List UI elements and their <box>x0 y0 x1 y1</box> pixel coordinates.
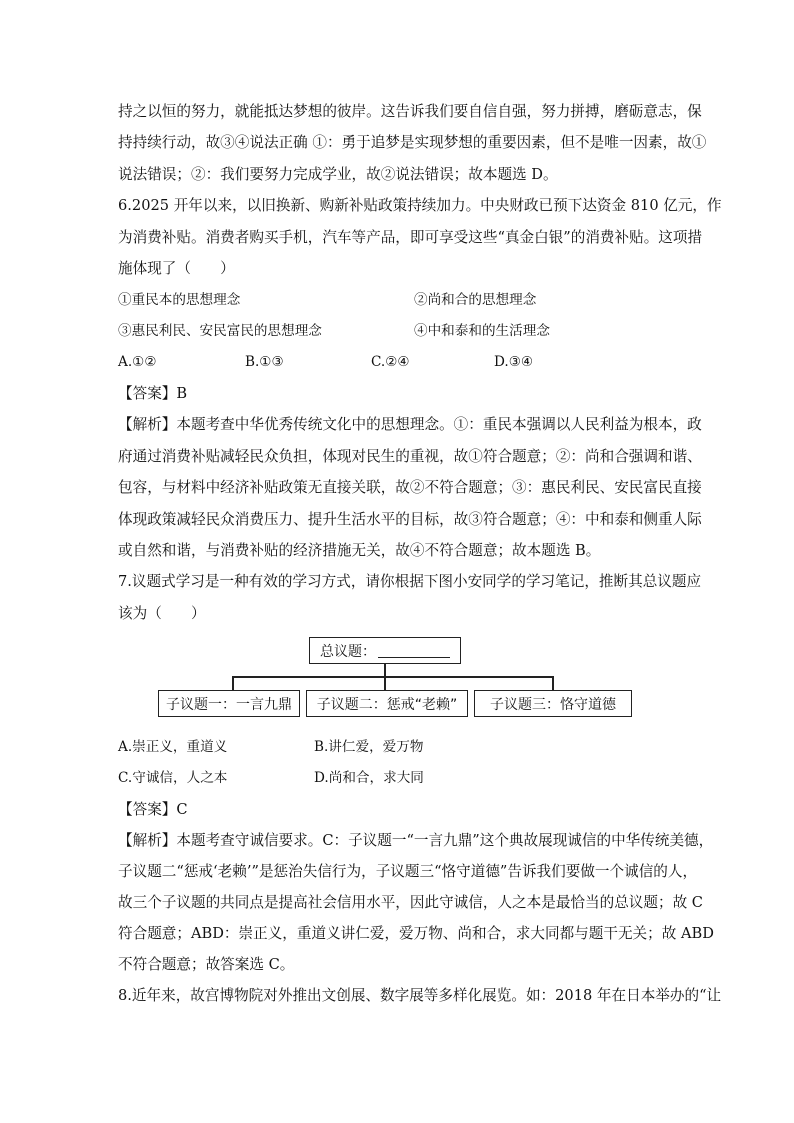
connector-line <box>552 676 554 690</box>
statement-3: ③惠民利民、安民富民的思想理念 <box>118 323 322 339</box>
analysis-line: 【解析】本题考查中华优秀传统文化中的思想理念。①：重民本强调以人民利益为根本，政 <box>118 416 702 433</box>
option-c: C.守诚信，人之本 <box>118 770 228 786</box>
connector-line <box>384 676 386 690</box>
question-7-stem: 该为（ ） <box>118 605 206 622</box>
blank-line <box>378 643 450 658</box>
option-d: D.③④ <box>494 354 534 370</box>
statement-4: ④中和泰和的生活理念 <box>414 323 550 339</box>
analysis-line: 子议题二“惩戒‘老赖’”是惩治失信行为，子议题三“恪守道德”告诉我们要做一个诚信的人， <box>118 863 698 880</box>
option-a: A.崇正义，重道义 <box>118 739 228 755</box>
answer-line: 【答案】C <box>118 801 188 818</box>
text-line: 持持续行动，故③④说法正确 ①：勇于追梦是实现梦想的重要因素，但不是唯一因素，故① <box>118 134 707 151</box>
option-a: A.①② <box>118 354 157 370</box>
analysis-line: 故三个子议题的共同点是提高社会信用水平，因此守诚信，人之本是最恰当的总议题；故 C <box>118 894 703 911</box>
analysis-line: 体现政策减轻民众消费压力、提升生活水平的目标，故③符合题意；④：中和泰和侧重人际 <box>118 511 702 528</box>
question-6-stem: 6.2025 开年以来，以旧换新、购新补贴政策持续加力。中央财政已预下达资金 810 亿元，作 <box>118 197 722 214</box>
connector-line <box>232 676 234 690</box>
analysis-line: 【解析】本题考查守诚信要求。C：子议题一“一言九鼎”这个典故展现诚信的中华传统美德， <box>118 832 714 849</box>
sub-topic-1-label: 子议题一：一言九鼎 <box>166 696 292 713</box>
text-line: 持之以恒的努力，就能抵达梦想的彼岸。这告诉我们要自信自强，努力拼搏，磨砺意志，保 <box>118 103 702 120</box>
text-line: 说法错误；②：我们要努力完成学业，故②说法错误；故本题选 D。 <box>118 166 558 183</box>
connector-line <box>232 676 553 678</box>
option-c: C.②④ <box>371 354 410 370</box>
analysis-line: 包容，与材料中经济补贴政策无直接关联，故②不符合题意；③：惠民利民、安民富民直接 <box>118 479 702 496</box>
question-8-stem: 8.近年来，故宫博物院对外推出文创展、数字展等多样化展览。如：2018 年在日本举办的“让 <box>118 987 722 1004</box>
sub-topic-3-box <box>474 690 632 717</box>
question-7-stem: 7.议题式学习是一种有效的学习方式，请你根据下图小安同学的学习笔记，推断其总议题应 <box>118 573 702 590</box>
statement-1: ①重民本的思想理念 <box>118 292 241 308</box>
option-b: B.①③ <box>245 354 284 370</box>
analysis-line: 或自然和谐，与消费补贴的经济措施无关，故④不符合题意；故本题选 B。 <box>118 542 601 559</box>
analysis-line: 符合题意；ABD：崇正义，重道义讲仁爱，爱万物、尚和合，求大同都与题干无关；故 ABD <box>118 925 714 942</box>
statement-2: ②尚和合的思想理念 <box>414 292 537 308</box>
option-b: B.讲仁爱，爱万物 <box>314 739 424 755</box>
connector-line <box>384 663 386 676</box>
main-topic-box <box>309 637 461 664</box>
sub-topic-2-box <box>306 690 468 717</box>
sub-topic-1-box <box>158 690 300 717</box>
main-topic-label: 总议题： <box>320 643 376 660</box>
question-6-stem: 为消费补贴。消费者购买手机，汽车等产品，即可享受这些“真金白银”的消费补贴。这项措 <box>118 229 703 246</box>
analysis-line: 府通过消费补贴减轻民众负担，体现对民生的重视，故①符合题意；②：尚和合强调和谐、 <box>118 448 702 465</box>
question-6-stem: 施体现了（ ） <box>118 260 235 277</box>
sub-topic-2-label: 子议题二：惩戒“老赖” <box>316 696 458 713</box>
option-d: D.尚和合，求大同 <box>314 770 424 786</box>
analysis-line: 不符合题意；故答案选 C。 <box>118 956 295 973</box>
sub-topic-3-label: 子议题三：恪守道德 <box>490 696 616 713</box>
answer-line: 【答案】B <box>118 385 188 402</box>
